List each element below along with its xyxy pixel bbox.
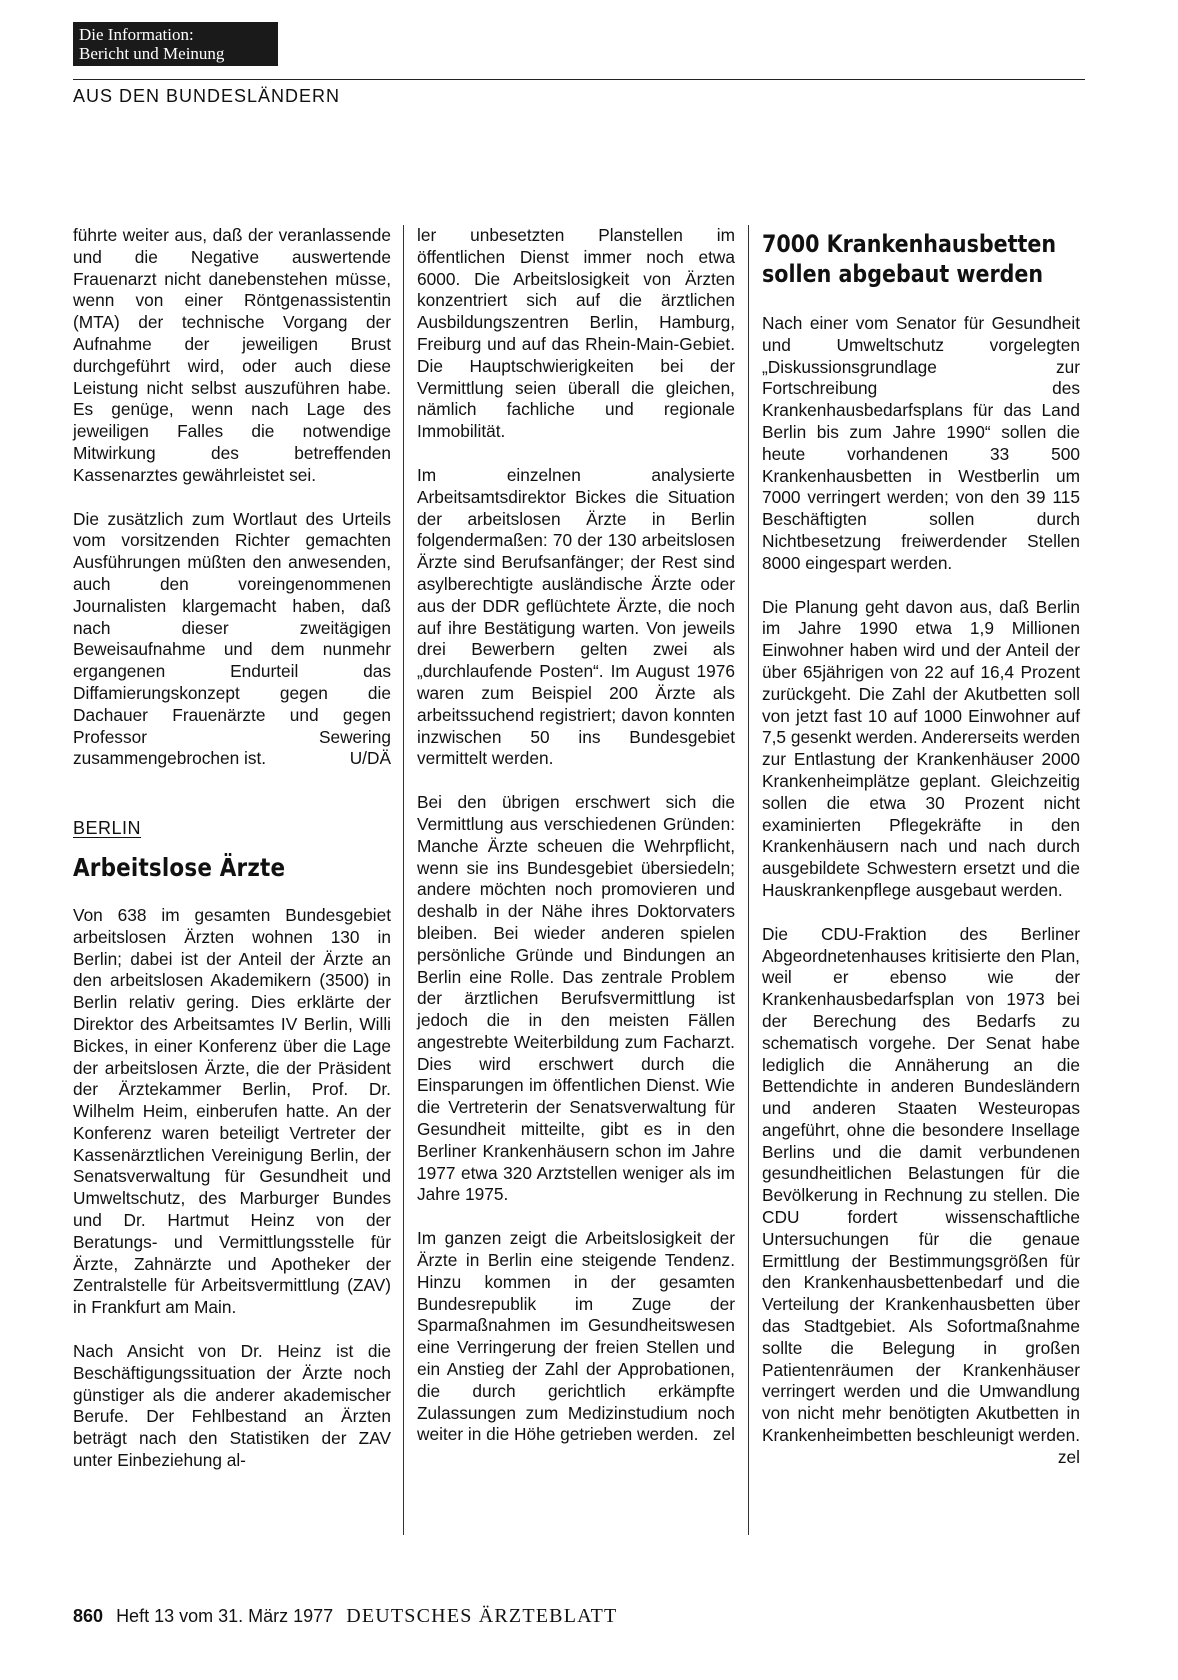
paragraph bbox=[762, 923, 1080, 1467]
column-2 bbox=[417, 225, 735, 1468]
column-divider-1 bbox=[403, 225, 404, 1535]
column-divider-2 bbox=[748, 225, 749, 1535]
journal-name: DEUTSCHES ÄRZTEBLATT bbox=[346, 1605, 618, 1627]
paragraph: Im einzelnen analysierte Arbeitsamtsdirektor Bickes die Situation der arbeitslosen Ärzte in Berlin folgendermaßen: 70 der 130 arbeitslosen Ärzte sind Berufsanfänger; der Rest sind asylberechtigte ausländische Ärzte oder aus der DDR geflüchtete Ärzte, die noch auf ihre Bestätigung warten. Von jeweils drei Bewerbern gelten zwei als „durchlaufende Posten“. Im August 1976 waren zum Beispiel 200 Ärzte als arbeitssuchend registriert; davon konnten inzwischen 50 ins Bundesgebiet vermittelt werden. bbox=[417, 464, 735, 769]
rubric-line-1: Die Information: bbox=[79, 25, 194, 44]
issue-info: Heft 13 vom 31. März 1977 bbox=[116, 1606, 334, 1626]
paragraph-text: Die zusätzlich zum Wortlaut des Urteils vom vorsitzenden Richter gemachten Ausführungen müßten den anwesenden, auch den voreingenommenen Journalisten klargemacht haben, daß nach dieser zweitägigen Beweisaufnahme und dem nunmehr ergangenen Endurteil das Diffamierungskonzept gegen die Dachauer Frauenärzte und gegen Professor Sewering zusammengebrochen ist. bbox=[73, 508, 391, 769]
article-headline: Arbeitslose Ärzte bbox=[73, 852, 286, 882]
section-header: AUS DEN BUNDESLÄNDERN bbox=[73, 86, 341, 106]
page-footer bbox=[73, 1605, 617, 1628]
paragraph: Nach einer vom Senator für Gesundheit und Umweltschutz vorgelegten „Diskussionsgrundlage zur Fortschreibung des Krankenhausbedarfsplans für das Land Berlin bis zum Jahre 1990“ sollen die heute vorhandenen 33 500 Krankenhausbetten in Westberlin um 7000 verringert werden; von den 39 115 Beschäftigten sollen durch Nichtbesetzung freiwerdender Stellen 8000 eingespart werden. bbox=[762, 313, 1080, 573]
paragraph: Nach Ansicht von Dr. Heinz ist die Beschäftigungssituation der Ärzte noch günstiger als die anderer akademischer Berufe. Der Fehlbestand an Ärzten beträgt nach den Statistiken der ZAV unter Einbeziehung al- bbox=[73, 1341, 391, 1471]
paragraph-text: Im ganzen zeigt die Arbeitslosigkeit der Ärzte in Berlin eine steigende Tendenz. Hinzu kommen in der gesamten Bundesrepublik im Zuge der Sparmaßnahmen im Gesundheitswesen eine Verringerung der freien Stellen und ein Anstieg der Zahl der Approbationen, die durch gerichtlich erkämpfte Zulassungen zum Medizinstudium noch weiter in die Höhe getrieben werden. bbox=[417, 1228, 735, 1445]
paragraph: Bei den übrigen erschwert sich die Vermittlung aus verschiedenen Gründen: Manche Ärzte scheuen die Wehrpflicht, wenn sie ins Bundesgebiet übersiedeln; andere möchten noch promovieren und deshalb in der Nähe ihres Doktorvaters bleiben. Bei wieder anderen spielen persönliche Gründe und Bindungen an Berlin eine Rolle. Das zentrale Problem der ärztlichen Berufsvermittlung ist jedoch die in den meisten Fällen angestrebte Weiterbildung zum Facharzt. Dies wird erschwert durch die Einsparungen im öffentlichen Dienst. Wie die Vertreterin der Senatsverwaltung für Gesundheit mitteilte, gibt es in den Berliner Krankenhäusern schon im Jahre 1977 etwa 320 Arztstellen weniger als im Jahre 1975. bbox=[417, 792, 735, 1205]
column-3 bbox=[762, 225, 1080, 1469]
header-rule bbox=[73, 79, 1085, 80]
paragraph bbox=[73, 509, 391, 771]
author-signature: U/DÄ bbox=[349, 748, 391, 769]
author-signature: zel bbox=[712, 1424, 735, 1445]
paragraph: Die Planung geht davon aus, daß Berlin im Jahre 1990 etwa 1,9 Millionen Einwohner haben wird und der Anteil der über 65jährigen von 22 auf 16,4 Prozent zurückgeht. Die Zahl der Akutbetten soll von jetzt fast 10 auf 1000 Einwohner auf 7,5 gesenkt werden. Andererseits werden zur Entlastung der Krankenhäuser 2000 Krankenheimplätze geplant. Gleichzeitig sollen die etwa 30 Prozent nicht examinierten Pflegekräfte in den Krankenhäusern nach und nach durch ausgebildete Schwestern ersetzt und die Hauskrankenpflege ausgebaut werden. bbox=[762, 596, 1080, 900]
page-number: 860 bbox=[73, 1606, 104, 1626]
rubric-badge bbox=[73, 22, 278, 66]
section-label-berlin: BERLIN bbox=[73, 818, 142, 839]
paragraph: führte weiter aus, daß der veranlassende und die Negative auswertende Frauenarzt nicht danebenstehen müsse, wenn von einer Röntgenassistentin (MTA) der technische Vorgang der Aufnahme der jeweiligen Brust durchgeführt wird, oder auch diese Leistung nicht selbst auszuführen habe. Es genüge, wenn nach Lage des jeweiligen Falles die notwendige Mitwirkung des betreffenden Kassenarztes gewährleistet sei. bbox=[73, 225, 391, 485]
paragraph: Von 638 im gesamten Bundesgebiet arbeitslosen Ärzten wohnen 130 in Berlin; dabei ist der Anteil der Ärzte an den arbeitslosen Akademikern (3500) in Berlin relativ gering. Dies erklärte der Direktor des Arbeitsamtes IV Berlin, Willi Bickes, in einer Konferenz über die Lage der arbeitslosen Ärzte, die der Präsident der Ärztekammer Berlin, Prof. Dr. Wilhelm Heim, einberufen hatte. An der Konferenz waren beteiligt Vertreter der Kassenärztlichen Vereinigung Berlin, der Senatsverwaltung für Gesundheit und Umweltschutz, des Marburger Bundes und Dr. Hartmut Heinz von der Beratungs- und Vermittlungsstelle für Ärzte, Zahnärzte und Apotheker der Zentralstelle für Arbeitsvermittlung (ZAV) in Frankfurt am Main. bbox=[73, 904, 391, 1318]
rubric-line-2: Bericht und Meinung bbox=[79, 44, 225, 63]
paragraph bbox=[417, 1228, 735, 1446]
article-headline: 7000 Krankenhausbetten sollen abgebaut werden bbox=[762, 230, 1057, 288]
paragraph-text: Die CDU-Fraktion des Berliner Abgeordnetenhauses kritisierte den Plan, weil er ebenso wie der Krankenhausbedarfsplan von 1973 bei der Berechung des Bedarfs zu schematisch vorgehe. Der Senat habe lediglich die Annäherung an die Bettendichte in anderen Bundesländern und anderen Staaten Westeuropas angeführt, ohne die besondere Insellage Berlins und die damit verbundenen gesundheitlichen Belastungen für die Bevölkerung in Rechnung zu stellen. Die CDU fordert wissenschaftliche Untersuchungen für die genaue Ermittlung der Bestimmungsgrößen für den Krankenhausbettenbedarf und die Verteilung der Krankenhausbetten über das Stadtgebiet. Als Sofortmaßnahme sollte die Belegung in großen Patientenräumen der Krankenhäuser verringert werden und die Umwandlung von nicht mehr benötigten Akutbetten in Krankenheimbetten beschleunigt werden. bbox=[762, 923, 1080, 1446]
author-signature: zel bbox=[1057, 1446, 1080, 1467]
column-1 bbox=[73, 225, 391, 1494]
paragraph: ler unbesetzten Planstellen im öffentlichen Dienst immer noch etwa 6000. Die Arbeitslosigkeit von Ärzten konzentriert sich auf die ärztlichen Ausbildungszentren Berlin, Hamburg, Freiburg und auf das Rhein-Main-Gebiet. Die Hauptschwierigkeiten bei der Vermittlung seien überall die gleichen, nämlich fachliche und regionale Immobilität. bbox=[417, 225, 735, 442]
